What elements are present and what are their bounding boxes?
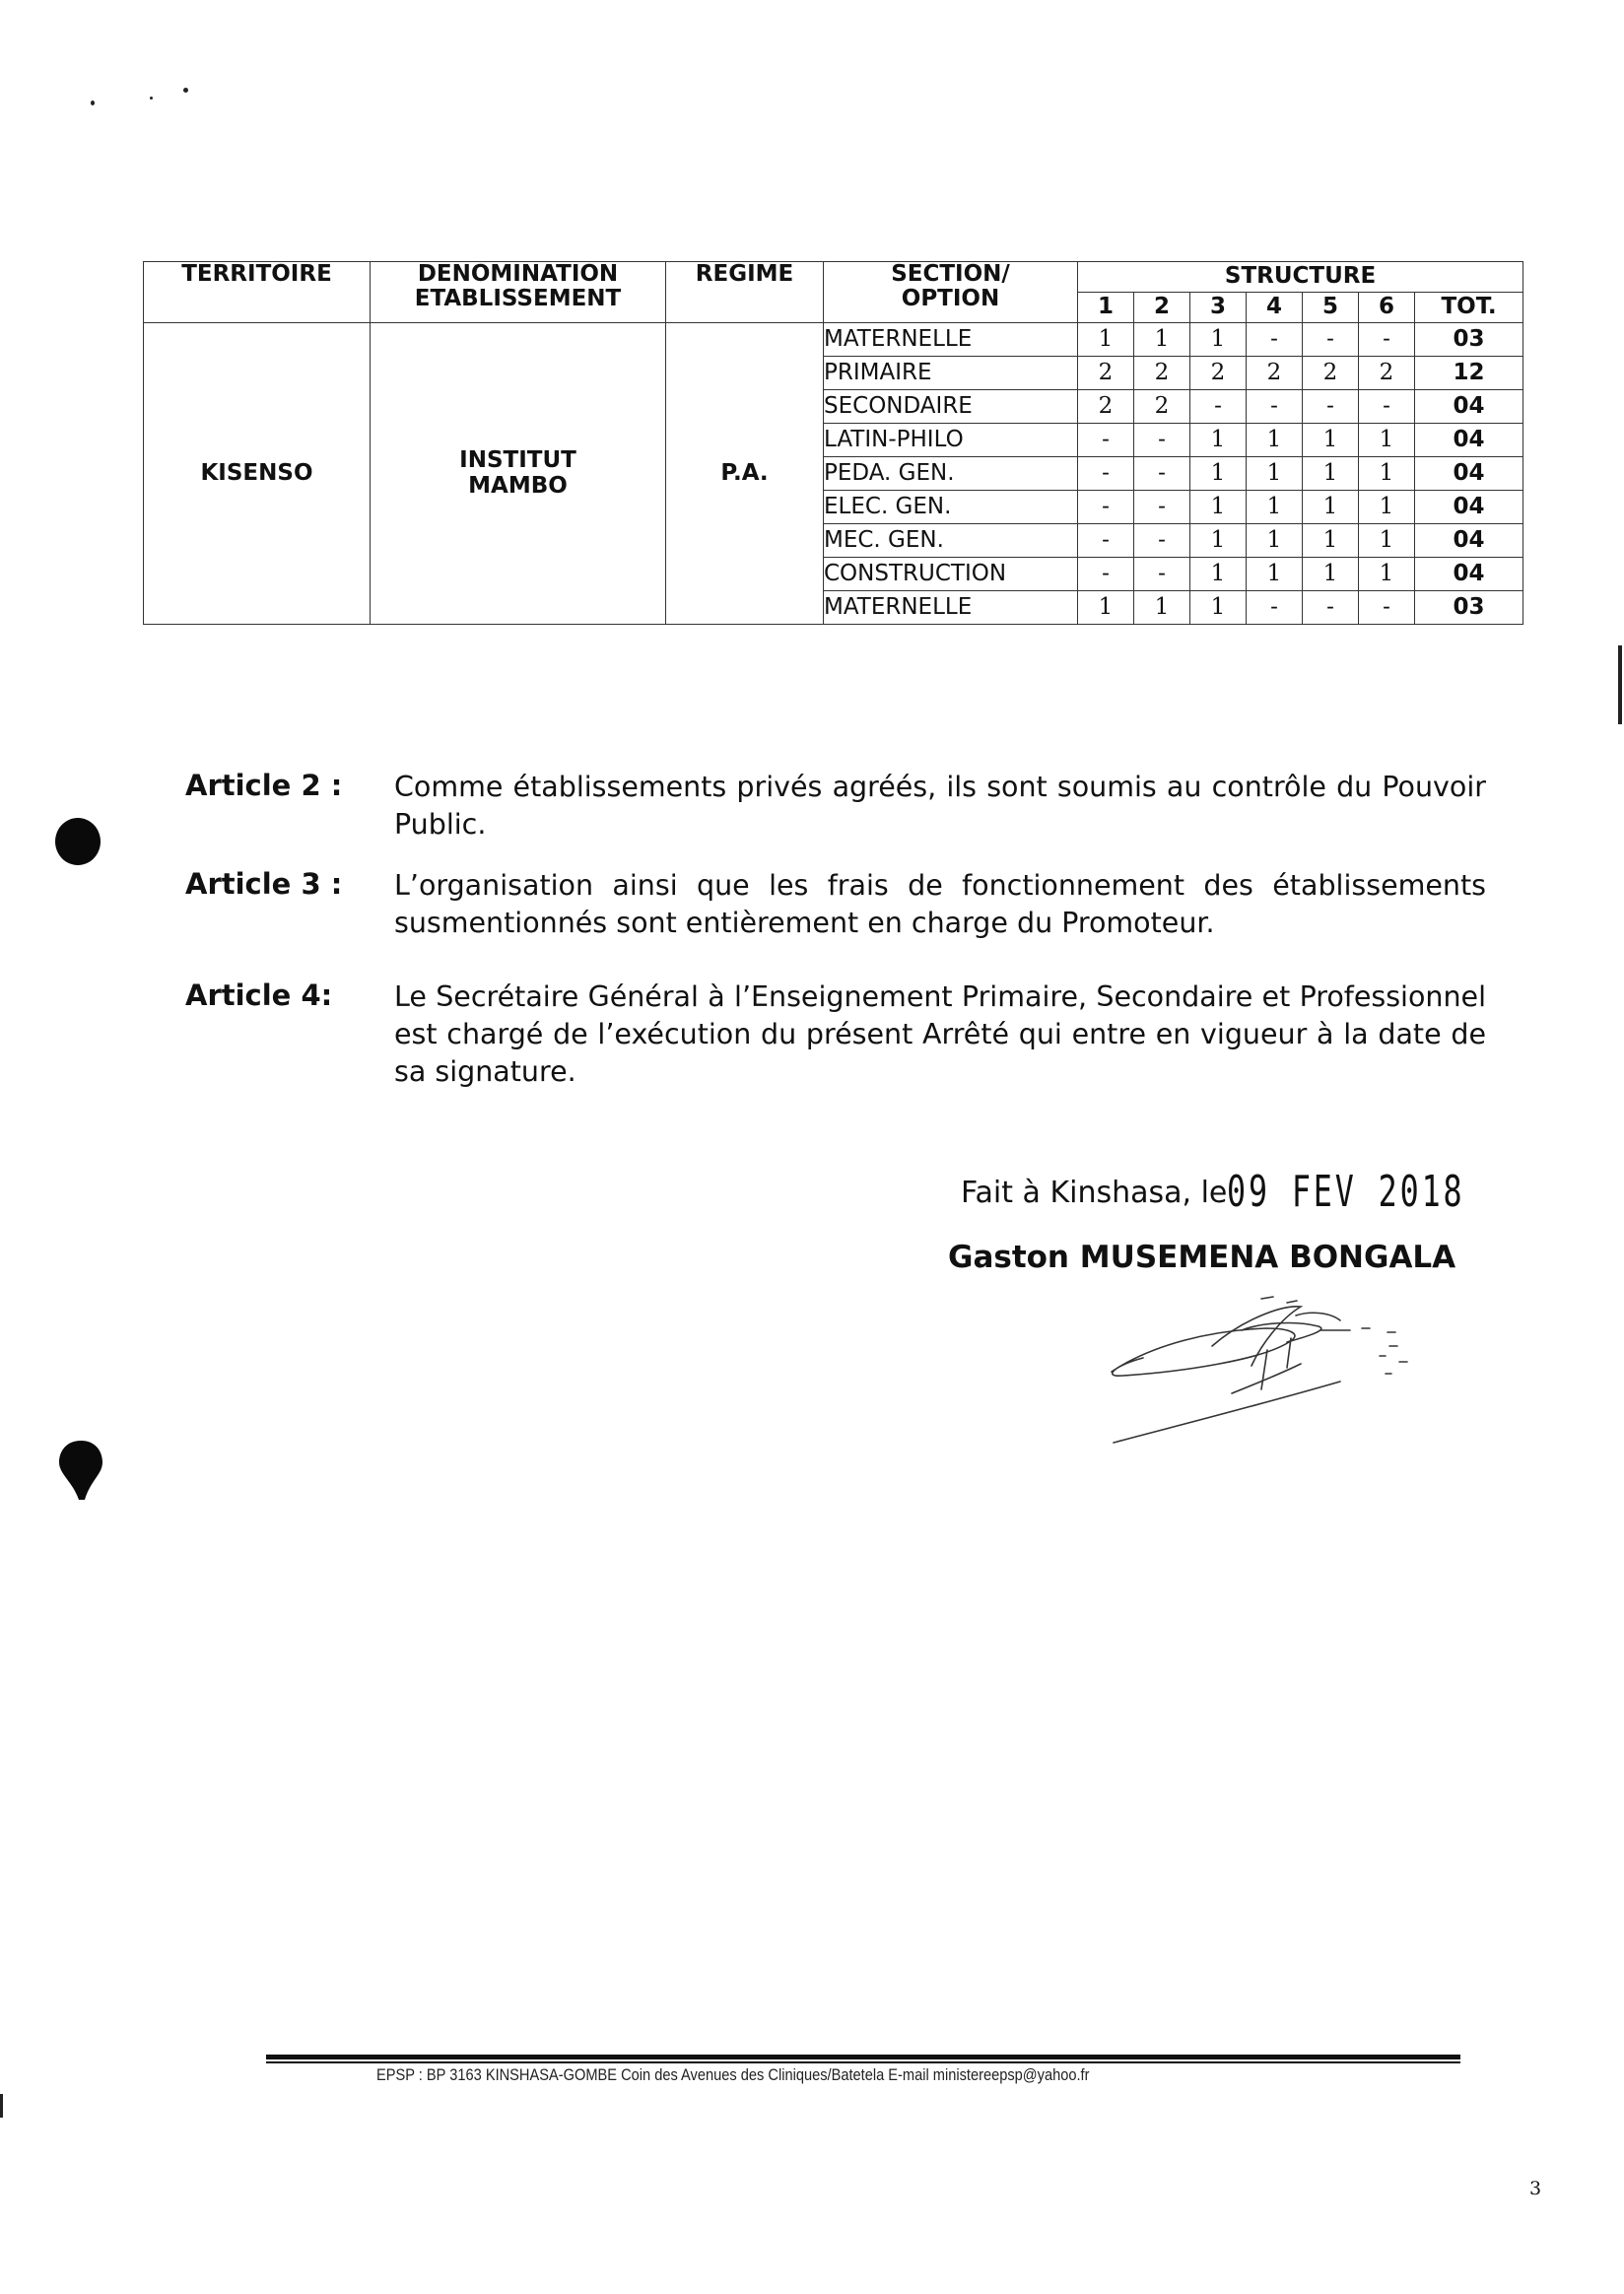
- year-cell: -: [1078, 524, 1134, 558]
- year-cell: 2: [1134, 390, 1190, 424]
- total-cell: 04: [1415, 457, 1523, 491]
- article-text: Le Secrétaire Général à l’Enseignement Primaire, Secondaire et Professionnel est chargé de l’exécution du présent Arrêté qui entre en vigueur à la date de sa signature.: [394, 980, 1486, 1088]
- year-cell: -: [1078, 424, 1134, 457]
- year-cell: 1: [1359, 524, 1415, 558]
- header-structure: STRUCTURE: [1078, 262, 1523, 293]
- year-cell: 1: [1190, 457, 1247, 491]
- total-cell: 04: [1415, 491, 1523, 524]
- year-cell: 2: [1303, 357, 1359, 390]
- year-cell: 1: [1247, 491, 1303, 524]
- year-cell: 1: [1078, 591, 1134, 625]
- header-regime: REGIME: [666, 262, 824, 323]
- total-cell: 03: [1415, 591, 1523, 625]
- option-cell: SECONDAIRE: [824, 390, 1078, 424]
- year-cell: 1: [1190, 558, 1247, 591]
- year-cell: 1: [1359, 491, 1415, 524]
- year-cell: 1: [1303, 457, 1359, 491]
- year-cell: 1: [1134, 591, 1190, 625]
- year-cell: -: [1359, 323, 1415, 357]
- punch-hole-bottom: [57, 1439, 104, 1502]
- edge-mark-left: [0, 2094, 3, 2118]
- year-cell: -: [1190, 390, 1247, 424]
- territoire-cell: KISENSO: [144, 323, 371, 625]
- header-year: 3: [1190, 293, 1247, 323]
- article-text: Comme établissements privés agréés, ils sont soumis au contrôle du Pouvoir Public.: [394, 771, 1486, 841]
- year-cell: 1: [1359, 424, 1415, 457]
- year-cell: 1: [1303, 491, 1359, 524]
- year-cell: 2: [1247, 357, 1303, 390]
- etablissement-line-2: MAMBO: [468, 472, 568, 499]
- year-cell: 1: [1190, 591, 1247, 625]
- option-cell: PRIMAIRE: [824, 357, 1078, 390]
- place-text: Fait à Kinshasa, le: [961, 1176, 1228, 1210]
- year-cell: -: [1247, 390, 1303, 424]
- year-cell: 1: [1190, 491, 1247, 524]
- option-cell: ELEC. GEN.: [824, 491, 1078, 524]
- article-3: [185, 867, 1486, 946]
- regime-cell: P.A.: [666, 323, 824, 625]
- date-stamp: 09 FEV 2018: [1227, 1167, 1465, 1217]
- year-cell: -: [1134, 524, 1190, 558]
- year-cell: -: [1134, 491, 1190, 524]
- structure-table: [143, 261, 1523, 625]
- year-cell: 1: [1190, 323, 1247, 357]
- year-cell: -: [1247, 591, 1303, 625]
- year-cell: 1: [1078, 323, 1134, 357]
- year-cell: 1: [1247, 457, 1303, 491]
- etablissement-line-1: INSTITUT: [459, 447, 576, 474]
- year-cell: 2: [1078, 390, 1134, 424]
- header-section-line2: OPTION: [901, 286, 1000, 312]
- handwritten-signature: [1094, 1291, 1449, 1462]
- year-cell: 1: [1134, 323, 1190, 357]
- year-cell: -: [1359, 390, 1415, 424]
- year-cell: 1: [1190, 524, 1247, 558]
- year-cell: -: [1078, 558, 1134, 591]
- year-cell: -: [1078, 491, 1134, 524]
- option-cell: PEDA. GEN.: [824, 457, 1078, 491]
- year-cell: 1: [1303, 424, 1359, 457]
- year-cell: 1: [1359, 457, 1415, 491]
- option-cell: CONSTRUCTION: [824, 558, 1078, 591]
- header-year: 2: [1134, 293, 1190, 323]
- year-cell: 2: [1078, 357, 1134, 390]
- table-row: [144, 323, 1523, 357]
- year-cell: -: [1303, 323, 1359, 357]
- year-cell: 1: [1303, 558, 1359, 591]
- header-year: 6: [1359, 293, 1415, 323]
- table-body: [144, 323, 1523, 625]
- year-cell: -: [1134, 457, 1190, 491]
- total-cell: 03: [1415, 323, 1523, 357]
- article-label: Article 2 :: [185, 769, 343, 802]
- year-cell: 1: [1247, 424, 1303, 457]
- header-denomination: [371, 262, 666, 323]
- year-cell: 2: [1134, 357, 1190, 390]
- year-cell: -: [1247, 323, 1303, 357]
- total-cell: 04: [1415, 524, 1523, 558]
- year-cell: -: [1303, 390, 1359, 424]
- year-cell: -: [1134, 558, 1190, 591]
- header-section-line1: SECTION/: [891, 261, 1010, 287]
- header-year: 1: [1078, 293, 1134, 323]
- page-number: 3: [1529, 2178, 1542, 2199]
- header-total: TOT.: [1415, 293, 1523, 323]
- year-cell: 1: [1247, 524, 1303, 558]
- header-denomination-line2: ETABLISSEMENT: [414, 286, 622, 312]
- punch-hole-top: [55, 818, 101, 865]
- option-cell: LATIN-PHILO: [824, 424, 1078, 457]
- header-year: 5: [1303, 293, 1359, 323]
- total-cell: 04: [1415, 558, 1523, 591]
- article-text: L’organisation ainsi que les frais de fonctionnement des établissements susmentionnés sont entièrement en charge du Promoteur.: [394, 869, 1486, 939]
- year-cell: 2: [1359, 357, 1415, 390]
- footer-address: EPSP : BP 3163 KINSHASA-GOMBE Coin des Avenues des Cliniques/Batetela E-mail ministereepsp@yahoo.fr: [376, 2065, 1090, 2084]
- year-cell: 1: [1247, 558, 1303, 591]
- year-cell: -: [1359, 591, 1415, 625]
- total-cell: 12: [1415, 357, 1523, 390]
- option-cell: MATERNELLE: [824, 323, 1078, 357]
- article-label: Article 3 :: [185, 867, 343, 901]
- signer-name: Gaston MUSEMENA BONGALA: [948, 1240, 1456, 1275]
- year-cell: 1: [1190, 424, 1247, 457]
- year-cell: -: [1078, 457, 1134, 491]
- total-cell: 04: [1415, 390, 1523, 424]
- edge-mark-right: [1618, 645, 1622, 724]
- header-year: 4: [1247, 293, 1303, 323]
- year-cell: 1: [1359, 558, 1415, 591]
- header-territoire: TERRITOIRE: [144, 262, 371, 323]
- year-cell: 2: [1190, 357, 1247, 390]
- year-cell: -: [1303, 591, 1359, 625]
- year-cell: -: [1134, 424, 1190, 457]
- place-and-date: [961, 1163, 1558, 1217]
- etablissement-cell: [371, 323, 666, 625]
- year-cell: 1: [1303, 524, 1359, 558]
- header-denomination-line1: DENOMINATION: [417, 261, 619, 287]
- option-cell: MEC. GEN.: [824, 524, 1078, 558]
- option-cell: MATERNELLE: [824, 591, 1078, 625]
- article-4: [185, 978, 1486, 1097]
- header-section-option: [824, 262, 1078, 323]
- total-cell: 04: [1415, 424, 1523, 457]
- footer-rule: [266, 2055, 1460, 2063]
- article-2: [185, 769, 1486, 847]
- article-label: Article 4:: [185, 978, 333, 1012]
